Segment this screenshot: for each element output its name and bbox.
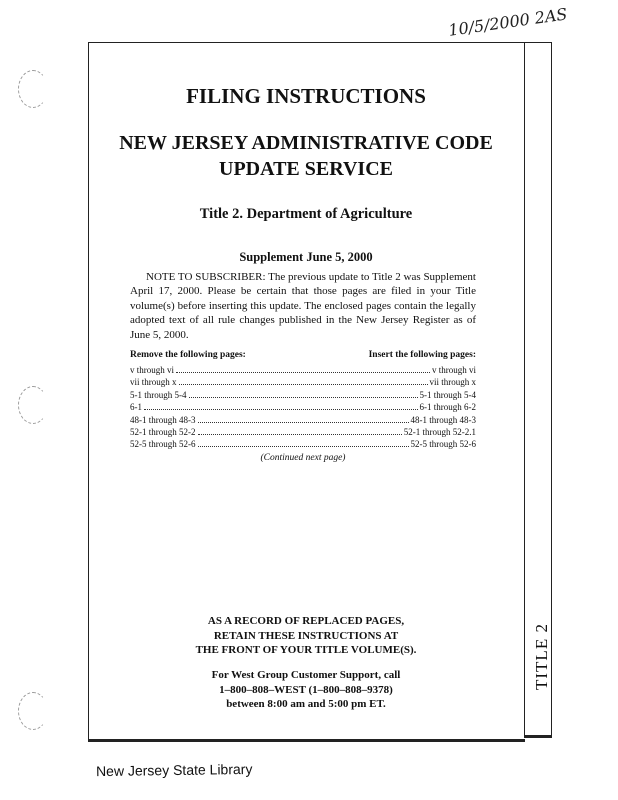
insert-pages: 52-1 through 52-2.1 xyxy=(403,426,476,437)
table-row xyxy=(130,414,476,426)
code-title-line: NEW JERSEY ADMINISTRATIVE CODE xyxy=(119,132,493,154)
insert-pages: 52-5 through 52-6 xyxy=(410,439,476,450)
leader-dots xyxy=(198,438,409,447)
side-tab-label: TITLE 2 xyxy=(532,623,551,690)
leader-dots xyxy=(198,414,409,423)
code-title-line: UPDATE SERVICE xyxy=(219,158,393,180)
support-hours: between 8:00 am and 5:00 pm ET. xyxy=(226,698,386,710)
leader-dots xyxy=(189,389,418,398)
handwritten-note: 10/5/2000 2AS xyxy=(447,4,569,40)
support-phone: 1–800–808–WEST (1–800–808–9378) xyxy=(219,683,393,696)
remove-header: Remove the following pages: xyxy=(130,350,246,360)
remove-pages: 52-1 through 52-2 xyxy=(130,426,196,437)
remove-pages: 52-5 through 52-6 xyxy=(130,439,196,450)
insert-pages: 5-1 through 5-4 xyxy=(419,389,476,400)
insert-pages: 6-1 through 6-2 xyxy=(419,402,476,413)
insert-header: Insert the following pages: xyxy=(368,350,476,360)
remove-pages: 6-1 xyxy=(130,402,142,413)
department-title: Title 2. Department of Agriculture xyxy=(199,206,413,222)
continued-note: (Continued next page) xyxy=(260,452,346,463)
remove-pages: v through vi xyxy=(130,365,174,375)
punch-hole-mark xyxy=(18,386,48,424)
insert-pages: vii through x xyxy=(429,377,476,388)
remove-pages: 48-1 through 48-3 xyxy=(130,414,196,425)
code-title xyxy=(88,130,524,182)
page-title: FILING INSTRUCTIONS xyxy=(186,84,426,108)
table-row xyxy=(130,389,476,401)
pages-table xyxy=(130,350,476,463)
pages-table-header xyxy=(130,350,476,360)
leader-dots xyxy=(176,364,430,373)
table-row xyxy=(130,364,476,376)
retain-notice-line: AS A RECORD OF REPLACED PAGES, xyxy=(207,615,405,627)
note-to-subscriber: NOTE TO SUBSCRIBER: The previous update to Title 2 was Supplement April 17, 2000. Please be certain that those pages are filed in your Title volume(s) before inserting this update. The enclosed pages contain the legally adopted text of all rule changes published in the New Jersey Register as of June 5, 2000. xyxy=(130,271,476,341)
insert-pages: 48-1 through 48-3 xyxy=(410,414,476,425)
table-row xyxy=(130,438,476,450)
support-line: For West Group Customer Support, call xyxy=(211,669,401,681)
remove-pages: vii through x xyxy=(130,377,177,388)
table-row xyxy=(130,426,476,438)
leader-dots xyxy=(179,376,428,385)
retain-notice xyxy=(88,614,524,658)
leader-dots xyxy=(144,401,418,410)
leader-dots xyxy=(198,426,402,435)
table-row xyxy=(130,376,476,388)
table-row xyxy=(130,401,476,413)
retain-notice-line: RETAIN THESE INSTRUCTIONS AT xyxy=(213,629,399,642)
punch-hole-mark xyxy=(18,692,48,730)
customer-support xyxy=(88,668,524,712)
insert-pages: v through vi xyxy=(432,365,476,375)
punch-hole-mark xyxy=(18,70,48,108)
remove-pages: 5-1 through 5-4 xyxy=(130,389,187,400)
retain-notice-line: THE FRONT OF YOUR TITLE VOLUME(S). xyxy=(195,644,417,656)
supplement-date: Supplement June 5, 2000 xyxy=(239,250,373,264)
library-stamp: New Jersey State Library xyxy=(95,760,253,780)
